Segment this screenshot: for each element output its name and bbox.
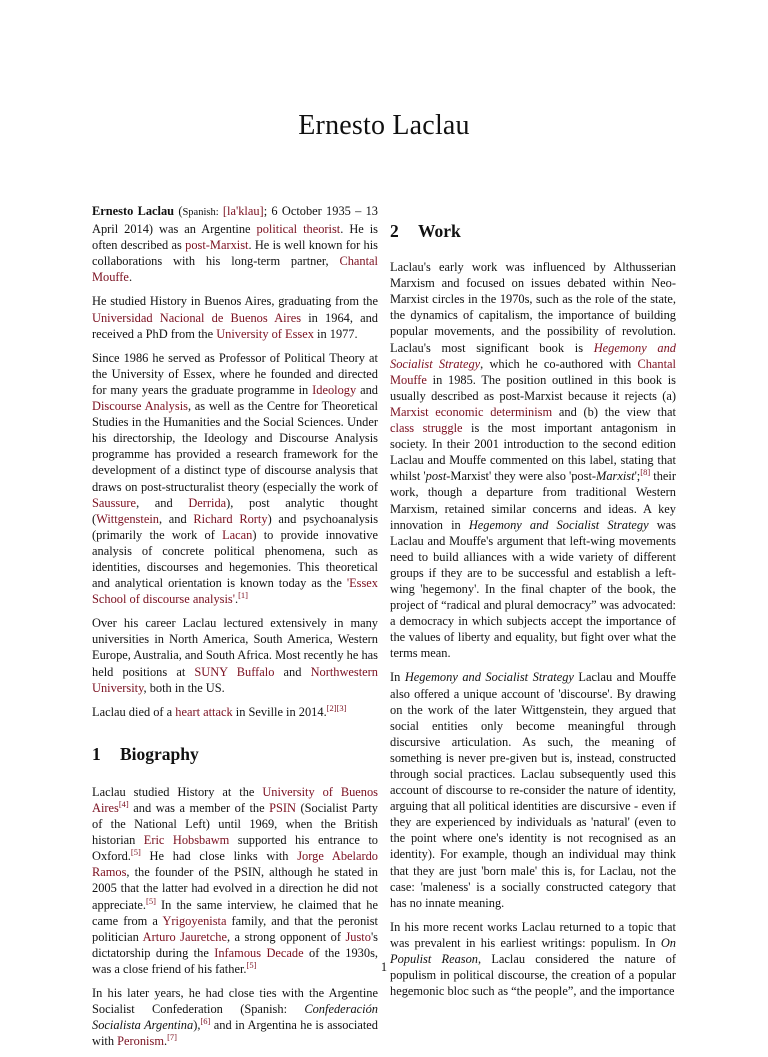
reference-link[interactable]: [1] — [238, 590, 249, 601]
derrida-link[interactable]: Derrida — [188, 495, 227, 510]
suny-buffalo-link[interactable]: SUNY Buffalo — [194, 664, 275, 679]
saussure-link[interactable]: Saussure — [92, 495, 137, 510]
uba-link[interactable]: Universidad Nacional de Buenos Aires — [92, 310, 302, 325]
hegemony-book-link[interactable]: Hegemony and Socialist Strategy — [390, 340, 676, 371]
discourse-analysis-link[interactable]: Discourse Analysis — [92, 399, 188, 414]
marxist-determinism-link[interactable]: Marxist economic determinism — [390, 404, 553, 419]
death-paragraph: Laclau died of a heart attack in Seville in 2014.[2][3] — [92, 702, 347, 719]
political-theorist-link[interactable]: political theorist — [256, 222, 341, 237]
peronism-link[interactable]: Peronism — [117, 1034, 164, 1049]
reference-link[interactable]: [6] — [200, 1016, 211, 1027]
jorge-abelardo-ramos-link[interactable]: Jorge Abelardo Ramos — [92, 849, 378, 880]
psin-link[interactable]: PSIN — [269, 801, 296, 815]
discourse-paragraph: In Hegemony and Socialist Strategy Laclau and Mouffe also offered a unique account of 'discourse'. By drawing on the work of the later Wittgenstein, they argued that social entities only become meaningful through discursive articulation. As such, the meaning of something is never pre-given but is, instead, constructed through social practices. Laclau subsequently used this account of discourse to re-consider the nature of identity, arguing that all political identities are discursive - even if they are experienced by individuals as 'natural' (even to the point where one's identity is not recognised as an identity). For example, though an individual may think that they are just 'born male' this is, for Laclau, not the case: 'maleness' is a socially constructed category that has no innate meaning. — [390, 670, 676, 910]
reference-link[interactable]: [4] — [118, 798, 129, 809]
populism-paragraph: In his more recent works Laclau returned to a topic that was prevalent in his earliest writings: populism. In On Populist Reason, Laclau considered the nature of populism in political discourse, the creation of a popular hegemonic bloc such as “the people”, and the importance — [390, 919, 676, 999]
chantal-mouffe-link[interactable]: Chantal Mouffe — [92, 254, 378, 285]
class-struggle-link[interactable]: class struggle — [390, 421, 463, 436]
page-title: Ernesto Laclau — [298, 110, 470, 141]
left-column — [92, 203, 378, 1057]
reference-link[interactable]: [3] — [336, 702, 347, 713]
ideology-link[interactable]: Ideology — [312, 382, 357, 397]
work-paragraph: Laclau's early work was influenced by Althusserian Marxism and focused on issues debated within Neo-Marxist circles in the 1970s, such as the role of the state, the dynamics of capitalism, the importance of building popular movements, and the possibility of revolution. Laclau's most significant book is Hegemony and Socialist Strategy, which he co-authored with Chantal Mouffe in 1985. The position outlined in this book is usually described as post-Marxist because it rejects (a) Marxist economic determinism and (b) the view that class struggle is the most important antagonism in society. In their 2001 introduction to the second edition Laclau and Mouffe commented on this label, stating that whilst 'post-Marxist' they were also 'post-Marxist';[8] their work, though a departure from traditional Western Marxism, retained similar concerns and ideas. A key innovation in Hegemony and Socialist Strategy was Laclau and Mouffe's argument that left-wing movements need to build alliances with a wide variety of different groups if they are to be successful and establish a left-wing 'hegemony'. In the final chapter of the book, the project of “radical and plural democracy” was advocated: a democracy in which subjects accept the importance of the values of liberty and equality, but fight over what the terms mean. — [390, 260, 676, 661]
ipa-link[interactable]: [la'klau] — [222, 204, 264, 218]
arturo-jauretche-link[interactable]: Arturo Jauretche — [142, 929, 227, 944]
hegemony-italic: Hegemony and Socialist Strategy — [404, 670, 574, 685]
university-of-buenos-aires-link[interactable]: University of Buenos Aires — [92, 784, 379, 815]
page-number: 1 — [380, 960, 388, 974]
justo-link[interactable]: Justo — [345, 929, 371, 944]
essex-school-link[interactable]: 'Essex School of discourse analysis' — [92, 576, 378, 607]
wittgenstein-link[interactable]: Wittgenstein — [96, 511, 159, 526]
subject-name: Ernesto Laclau — [92, 204, 175, 218]
reference-link[interactable]: [5] — [246, 959, 257, 970]
spanish-label: Spanish: — [182, 207, 219, 218]
reference-link[interactable]: [5] — [146, 895, 156, 906]
reference-link[interactable]: [7] — [167, 1032, 177, 1043]
populist-reason-italic: On Populist Reason — [390, 935, 676, 967]
reference-link[interactable]: [5] — [130, 847, 141, 858]
section-heading-work: 2 Work — [390, 221, 461, 241]
education-paragraph: He studied History in Buenos Aires, graduating from the Universidad Nacional de Buenos Aires in 1964, and received a PhD from the University of Essex in 1977. — [92, 294, 379, 341]
confederacion-italic: Confederación Socialista Argentina — [92, 1002, 378, 1033]
hegemony-italic: Hegemony and Socialist Strategy — [468, 517, 649, 532]
lacan-link[interactable]: Lacan — [222, 527, 253, 542]
essex-paragraph: Since 1986 he served as Professor of Political Theory at the University of Essex, where he founded and directed for many years the graduate programme in Ideology and Discourse Analysis, as well as the Centre for Theoretical Studies in the Humanities and the Social Sciences. Under his directorship, the Ideology and Discourse Analysis programme has provided a research framework for the development of a distinct type of discourse analysis that draws on post-structuralist theory (especially the work of Saussure, and Derrida), post analytic thought (Wittgenstein, and Richard Rorty) and psychoanalysis (primarily the work of Lacan) to provide innovative analysis of concrete political phenomena, such as identities, discourses and hegemonies. This theoretical and analytical orientation is known today as the 'Essex School of discourse analysis'.[1] — [92, 350, 379, 607]
richard-rorty-link[interactable]: Richard Rorty — [193, 511, 268, 526]
section-heading-biography: 1 Biography — [92, 743, 199, 764]
yrigoyenista-link[interactable]: Yrigoyenista — [162, 913, 227, 928]
heart-attack-link[interactable]: heart attack — [175, 704, 233, 719]
post-marxist-link[interactable]: post-Marxist — [185, 238, 249, 253]
northwestern-link[interactable]: Northwestern University — [92, 664, 379, 695]
biography-paragraph: Laclau studied History at the University of Buenos Aires[4] and was a member of the PSIN (Socialist Party of the National Left) until 1969, when the British historian Eric Hobsbawm supported his entrance to Oxford.[5] He had close links with Jorge Abelardo Ramos, the founder of the PSIN, although he stated in 2005 that the latter had evolved in a direction he did not appreciate.[5] In the same interview, he claimed that he came from a Yrigoyenista family, and that the peronist politician Arturo Jauretche, a strong opponent of Justo's dictatorship during the Infamous Decade of the 1930s, was a close friend of his father.[5] — [92, 784, 379, 976]
later-years-paragraph: In his later years, he had close ties with the Argentine Socialist Confederation (Spanish: Confederación Socialista Argentina),[6] and in Argentina he is associated with Peronism.[7] — [92, 986, 378, 1049]
chantal-mouffe-link[interactable]: Chantal Mouffe — [390, 356, 676, 387]
infamous-decade-link[interactable]: Infamous Decade — [214, 945, 304, 960]
eric-hobsbawm-link[interactable]: Eric Hobsbawm — [143, 833, 230, 848]
lead-paragraph: Ernesto Laclau (Spanish: [la'klau]; 6 October 1935 – 13 April 2014) was an Argentine political theorist. He is often described as post-Marxist. He is well known for his collaborations with his long-term partner, Chantal Mouffe. — [92, 204, 378, 285]
university-of-essex-link[interactable]: University of Essex — [216, 326, 314, 341]
reference-link[interactable]: [2] — [326, 702, 337, 713]
career-paragraph: Over his career Laclau lectured extensively in many universities in North America, South America, Western Europe, Australia, and South Africa. Most recently he has held positions at SUNY Buffalo and Northwestern University, both in the US. — [92, 616, 379, 695]
reference-link[interactable]: [8] — [640, 467, 651, 478]
right-column — [390, 203, 676, 1007]
